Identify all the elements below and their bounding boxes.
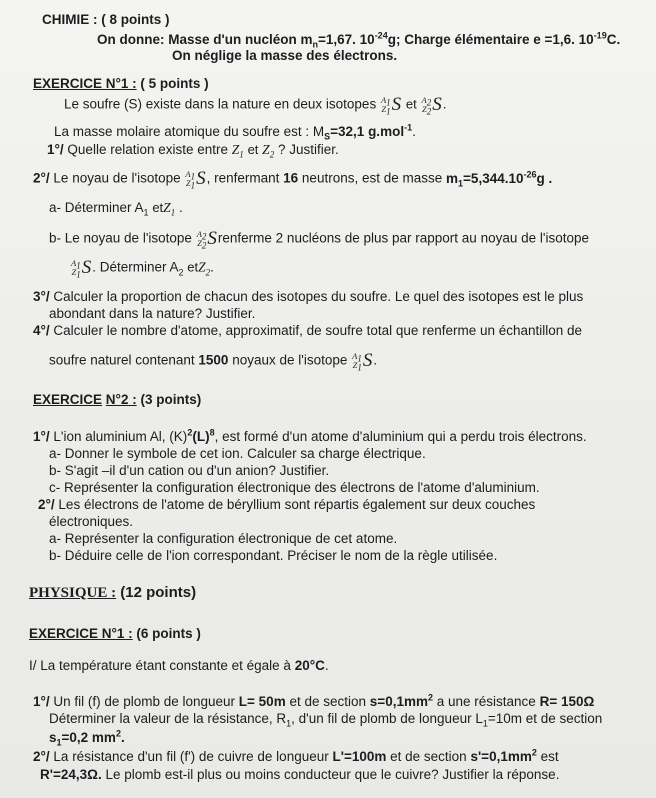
pex1-q1-text-d: Déterminer la valeur de la résistance, R: [49, 711, 287, 726]
physique-heading: [29, 584, 196, 602]
pex1-q1-cont: [49, 711, 602, 727]
isotope-s2-ref: $A_2$ $Z_2$ S: [196, 228, 217, 251]
z1-symbol: Z: [231, 142, 240, 157]
ex2-q2a: a- Représenter la configuration électronique de cet atome.: [49, 531, 398, 546]
ex1-q2-text-b: , renfermant: [206, 170, 280, 186]
isotope-s1-ref2: $A_1$ $Z_1$ S: [71, 257, 92, 280]
ex1-q2b-determine: . Déterminer A: [92, 259, 179, 275]
isotope-s1-ref3: $A_1$ $Z_1$ S: [352, 350, 373, 373]
length-L: L= 50m: [238, 694, 286, 709]
molar-exp: -1: [404, 122, 413, 133]
pex1-q1-text-b: et de section: [289, 694, 367, 709]
ex1-q2b-text-2: renferme 2 nucléons de plus par rapport au noyau de l'isotope: [217, 230, 589, 246]
pex1-q2-cont: [40, 767, 559, 783]
section-s-prime: s'=0,1mm: [470, 749, 532, 764]
s1-end: .: [120, 730, 125, 745]
ex2-q2b: b- Déduire celle de l'ion correspondant. Préciser le nom de la règle utilisée.: [49, 548, 498, 563]
ex1-q2a-sub: 1: [143, 207, 149, 218]
ex1-title: EXERCICE N°1 :: [33, 76, 137, 91]
ex1-q2a-text: a- Déterminer A: [49, 200, 144, 215]
given-label: On donne:: [97, 32, 165, 47]
ex2-q1-l-shell: (L): [192, 429, 210, 444]
ex1-intro-et: et: [405, 96, 417, 112]
ex1-q1-et: et: [247, 142, 259, 157]
z2-symbol: Z: [262, 142, 270, 157]
ex2-q2-text: Les électrons de l'atome de béryllium sont répartis également sur deux couches: [54, 497, 536, 512]
nuclei-count: 1500: [198, 352, 229, 368]
pex1-q2-text-b: et de section: [390, 749, 467, 764]
temperature-value: 20°C: [294, 658, 325, 673]
isotope-s1: $A_1$ $Z_1$ S: [380, 94, 402, 117]
given-sub-n: n: [312, 39, 318, 50]
ex1-q2-text-c: neutrons, est de masse: [301, 170, 443, 186]
molar-end: .: [412, 124, 416, 139]
resistance-R: R= 150Ω: [539, 694, 595, 709]
physique-points: (12 points): [116, 584, 197, 601]
pex1-q1-text: Un fil (f) de plomb de longueur: [49, 694, 236, 709]
ex1-q4-cont: [49, 350, 378, 373]
pex1-title: EXERCICE N°1 :: [29, 626, 133, 641]
given-constants-line: [97, 32, 620, 48]
molar-value: =32,1 g.mol: [330, 124, 405, 139]
pex1-q2-text-c: est: [540, 749, 559, 764]
ex1-q3-text: Calculer la proportion de chacun des isotopes du soufre. Le quel des isotopes est le plus: [49, 289, 584, 304]
ex1-q2b-sub: 2: [178, 267, 184, 278]
pex1-q1-l1-sub: 1: [482, 718, 488, 729]
ex1-q1: 1°/ Quelle relation existe entre $Z_1$ et $Z_2$ ? Justifier.: [47, 142, 339, 160]
isotope-s2: $A_2$ $Z_2$ S: [421, 94, 442, 117]
resistance-R-prime: R'=24,3Ω.: [40, 767, 102, 782]
ex2-q1b: b- S'agit –il d'un cation ou d'un anion? Justifier.: [49, 463, 330, 478]
ex2-title: EXERCICE: [33, 392, 103, 407]
ex1-q2-text: Le noyau de l'isotope: [49, 170, 181, 186]
molar-text: La masse molaire atomique du soufre est : M: [54, 124, 325, 139]
pex1-q1-num: 1°/: [33, 694, 50, 709]
isotope-s1-ref: $A_1$ $Z_1$ S: [185, 168, 206, 191]
given-note: On néglige la masse des électrons.: [172, 48, 398, 63]
ex1-q4-text: Calculer le nombre d'atome, approximatif, de soufre total que renferme un échantillon de: [49, 323, 583, 338]
ex2-q1c: c- Représenter la configuration électronique des électrons de l'atome d'aluminium.: [49, 480, 540, 495]
ex1-q4: [33, 323, 582, 339]
ex2-points: (3 points): [136, 392, 202, 407]
ex2-q2: [38, 497, 535, 513]
ex2-heading: [33, 392, 201, 408]
ex1-heading: [33, 76, 209, 92]
ex1-q4-text-b: soufre naturel contenant: [49, 352, 195, 368]
ex2-q2-num: 2°/: [38, 497, 55, 512]
section-s: s=0,1mm: [369, 694, 428, 709]
pex1-heading: [29, 626, 201, 642]
pex1-q2-num: 2°/: [33, 749, 50, 764]
chimie-title: CHIMIE : ( 8 points ): [42, 12, 170, 27]
ex1-q3: [33, 289, 583, 305]
given-text-1: Masse d'un nucléon m: [164, 32, 313, 47]
ex1-q2b: [49, 228, 589, 251]
ex1-q4-text-c: noyaux de l'isotope: [232, 352, 348, 368]
ex2-q1-l: 8: [209, 427, 215, 438]
molar-sub: S: [324, 131, 331, 142]
pex1-q1: [33, 694, 594, 710]
ex1-q2-num: 2°/: [33, 170, 50, 186]
ex2-title-num: N°2 :: [105, 392, 137, 407]
ex2-q1-num: 1°/: [33, 429, 50, 444]
ex1-q2b-cont: $A_1$ $Z_1$ S . Déterminer $A_2$ etZ$_2$.: [71, 257, 214, 280]
ex1-q2a-et: et: [152, 200, 164, 215]
physique-title: PHYSIQUE :: [29, 585, 117, 601]
ex1-q1-num: 1°/: [47, 142, 64, 157]
pex1-part1: I/ La température étant constante et égale à 20°C.: [29, 658, 329, 673]
ex1-q4-num: 4°/: [33, 323, 50, 338]
ex1-q2a-z: Z: [163, 200, 171, 215]
ex1-q2b-z: Z: [198, 259, 206, 275]
ex2-q1-text-c: , est formé d'un atome d'aluminium qui a perdu trois électrons.: [214, 429, 587, 444]
ex1-intro-text: Le soufre (S) existe dans la nature en deux isotopes: [64, 96, 377, 112]
s1-symbol: s: [49, 730, 57, 745]
ex1-q1-end: ? Justifier.: [277, 142, 339, 157]
pex1-part-text: I/ La température étant constante et égale à: [29, 658, 291, 673]
ex1-intro-line: Le soufre (S) existe dans la nature en deux isotopes $A_1$ $Z_1$ S et $A_2$ $Z_2$ S .: [64, 94, 447, 117]
pex1-q2-text: La résistance d'un fil (f') de cuivre de longueur: [49, 749, 329, 764]
ex1-q3-num: 3°/: [33, 289, 50, 304]
ex1-q2: [33, 168, 553, 191]
pex1-q1-r1-sub: 1: [286, 718, 292, 729]
pex1-q2-text-d: Le plomb est-il plus ou moins conducteur que le cuivre? Justifier la réponse.: [101, 767, 560, 782]
ex1-q2b-et: et: [187, 259, 199, 275]
given-text-3: g; Charge élémentaire e =1,6. 10: [387, 32, 594, 47]
ex1-q2a-end: .: [178, 200, 183, 215]
given-exp-1: -24: [374, 30, 388, 41]
ex1-q1-text: Quelle relation existe entre: [63, 142, 229, 157]
section-s-exp: 2: [427, 692, 433, 703]
ex2-q1a: a- Donner le symbole de cet ion. Calculer sa charge électrique.: [49, 446, 426, 461]
section-s-prime-exp: 2: [531, 747, 537, 758]
ex1-q2b-text: b- Le noyau de l'isotope: [49, 230, 192, 246]
length-L-prime: L'=100m: [332, 749, 387, 764]
pex1-q1-text-e: , d'un fil de plomb de longueur L: [291, 711, 483, 726]
given-text-4: C.: [606, 32, 621, 47]
given-text-2: =1,67. 10: [318, 32, 375, 47]
ex1-q4-end: .: [373, 352, 378, 368]
ex1-q2a: a- Déterminer $A_1$ etZ$_1$ .: [49, 200, 183, 218]
s1-value: =0,2 mm: [61, 730, 116, 745]
ex1-q2b-end: .: [210, 259, 214, 275]
pex1-points: (6 points ): [132, 626, 201, 641]
ex2-q1-text: L'ion aluminium Al, (K): [49, 429, 188, 444]
ex2-q1-k: 2: [187, 427, 193, 438]
s1-exp: 2: [115, 728, 121, 739]
neutron-count: 16: [283, 170, 299, 186]
s1-sub: 1: [56, 737, 62, 748]
pex1-q2: [33, 749, 559, 765]
ex1-molar-mass-line: [54, 124, 416, 140]
ex1-q3-cont: abondant dans la nature? Justifier.: [49, 306, 256, 321]
ex1-points: ( 5 points ): [136, 76, 209, 91]
pex1-q1-text-c: a une résistance: [436, 694, 536, 709]
pex1-q1-s1: [49, 730, 125, 746]
mass-m1: $m_1=5,344.10^{-26}g$ .: [446, 169, 553, 189]
ex2-q2-cont: électroniques.: [49, 514, 134, 529]
ex2-q1: [33, 429, 587, 445]
given-exp-2: -19: [593, 30, 607, 41]
pex1-q1-text-f: =10m et de section: [487, 711, 603, 726]
